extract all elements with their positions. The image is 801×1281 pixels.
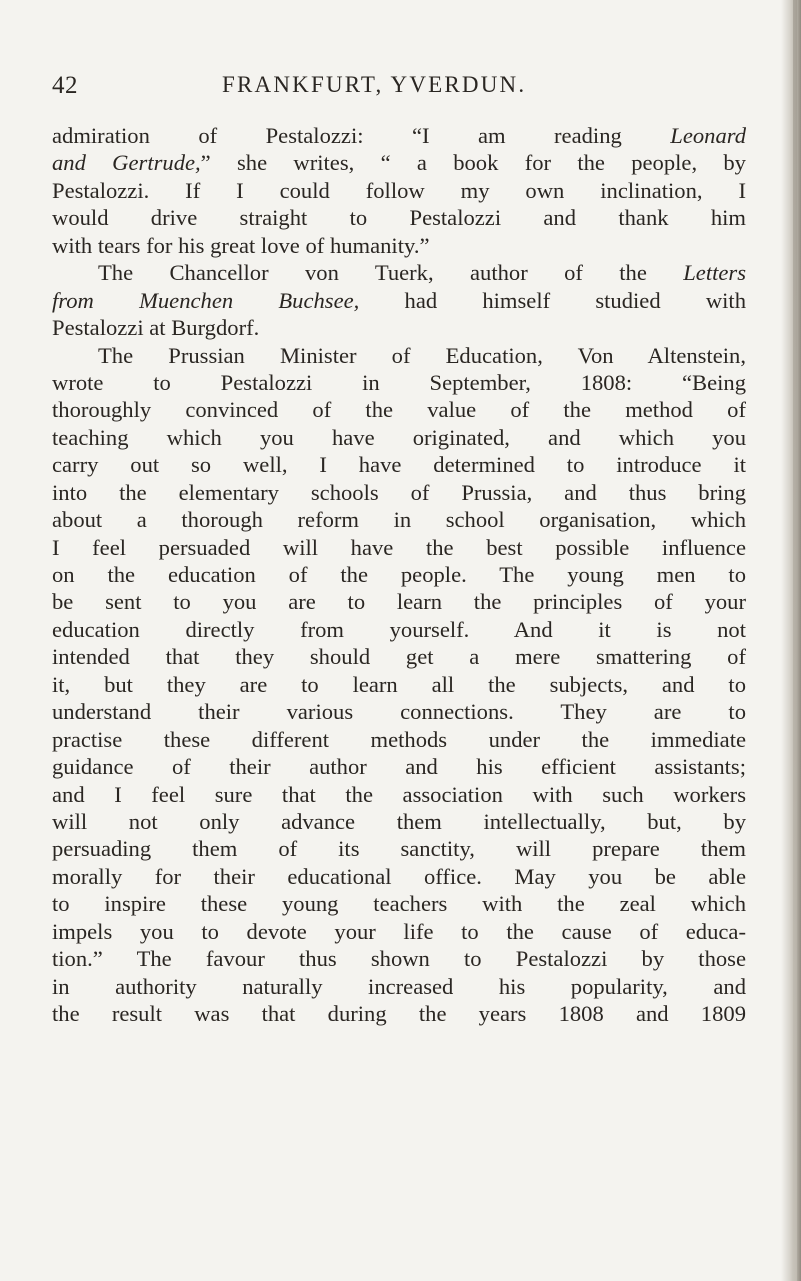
text-line [52, 259, 746, 286]
italic-text: Leonard [670, 123, 746, 148]
text-line [52, 561, 746, 588]
text-line [52, 945, 746, 972]
running-head [52, 72, 745, 106]
text-line [52, 890, 746, 917]
line-text: education directly from yourself. And it is not [52, 616, 746, 642]
text-line [52, 424, 746, 451]
line-text: persuading them of its sanctity, will prepare them [52, 836, 746, 862]
text-line [52, 232, 746, 259]
line-text: ” she writes, “ a book for the people, by [200, 150, 746, 176]
text-line [52, 177, 746, 204]
text-line [52, 342, 746, 369]
italic-text: and Gertrude, [52, 150, 201, 176]
text-line [52, 122, 746, 149]
line-text: Pestalozzi. If I could follow my own inclination, I [52, 177, 746, 203]
line-text: impels you to devote your life to the cause of educa- [52, 918, 746, 944]
line-text: wrote to Pestalozzi in September, 1808: “Being [52, 369, 746, 395]
line-text: admiration of Pestalozzi: “I am reading [52, 123, 671, 148]
line-text: tion.” The favour thus shown to Pestalozzi by those [52, 946, 746, 972]
body-text [52, 122, 746, 1027]
text-line [52, 1000, 746, 1027]
line-text: in authority naturally increased his popularity, and [52, 973, 746, 999]
text-line [52, 451, 746, 478]
text-line [52, 698, 746, 725]
line-text: and I feel sure that the association with such workers [52, 781, 746, 807]
line-text: The Prussian Minister of Education, Von Altenstein, [98, 342, 746, 368]
line-text: about a thorough reform in school organisation, which [52, 507, 746, 533]
page-number: 42 [52, 72, 78, 99]
text-line [52, 204, 746, 231]
line-text: morally for their educational office. May you be able [52, 863, 746, 889]
text-line [52, 479, 746, 506]
line-text: will not only advance them intellectually, but, by [52, 808, 746, 834]
line-text: to inspire these young teachers with the zeal which [52, 891, 746, 917]
italic-text: Letters [683, 260, 746, 286]
text-line [52, 863, 746, 890]
line-text: practise these different methods under the immediate [52, 726, 746, 752]
text-line [52, 918, 746, 945]
text-line [52, 808, 746, 835]
line-text: into the elementary schools of Prussia, and thus bring [52, 479, 746, 505]
line-text: understand their various connections. They are to [52, 699, 746, 725]
text-line [52, 287, 746, 314]
text-line [52, 534, 746, 561]
line-text: thoroughly convinced of the value of the method of [52, 397, 746, 423]
text-line [52, 314, 746, 341]
text-line [52, 643, 746, 670]
text-line [52, 396, 746, 423]
text-line [52, 616, 746, 643]
text-line [52, 753, 746, 780]
text-line [52, 781, 746, 808]
text-line [52, 973, 746, 1000]
page-edge-shadow [781, 0, 801, 1281]
line-text: intended that they should get a mere smattering of [52, 644, 746, 670]
text-line [52, 149, 746, 176]
running-head-title: FRANKFURT, YVERDUN. [222, 72, 527, 97]
line-text: on the education of the people. The young men to [52, 562, 746, 587]
text-line [52, 369, 746, 396]
line-text: the result was that during the years 1808 and 1809 [52, 1001, 746, 1026]
line-text: guidance of their author and his efficient assistants; [52, 754, 746, 780]
italic-text: from Muenchen Buchsee, [52, 287, 360, 313]
line-text: had himself studied with [359, 287, 746, 313]
line-text: would drive straight to Pestalozzi and thank him [52, 205, 746, 231]
line-text: with tears for his great love of humanity.” [52, 232, 430, 258]
text-line [52, 726, 746, 753]
line-text: The Chancellor von Tuerk, author of the [98, 260, 684, 286]
text-line [52, 835, 746, 862]
page-edge-shadow-inner [793, 0, 797, 1281]
line-text: it, but they are to learn all the subjects, and to [52, 671, 746, 697]
text-line [52, 506, 746, 533]
line-text: be sent to you are to learn the principles of your [52, 589, 746, 615]
line-text: carry out so well, I have determined to introduce it [52, 452, 746, 478]
text-line [52, 588, 746, 615]
text-line [52, 671, 746, 698]
line-text: Pestalozzi at Burgdorf. [52, 315, 260, 341]
line-text: I feel persuaded will have the best possible influence [52, 534, 746, 560]
line-text: teaching which you have originated, and which you [52, 424, 746, 450]
